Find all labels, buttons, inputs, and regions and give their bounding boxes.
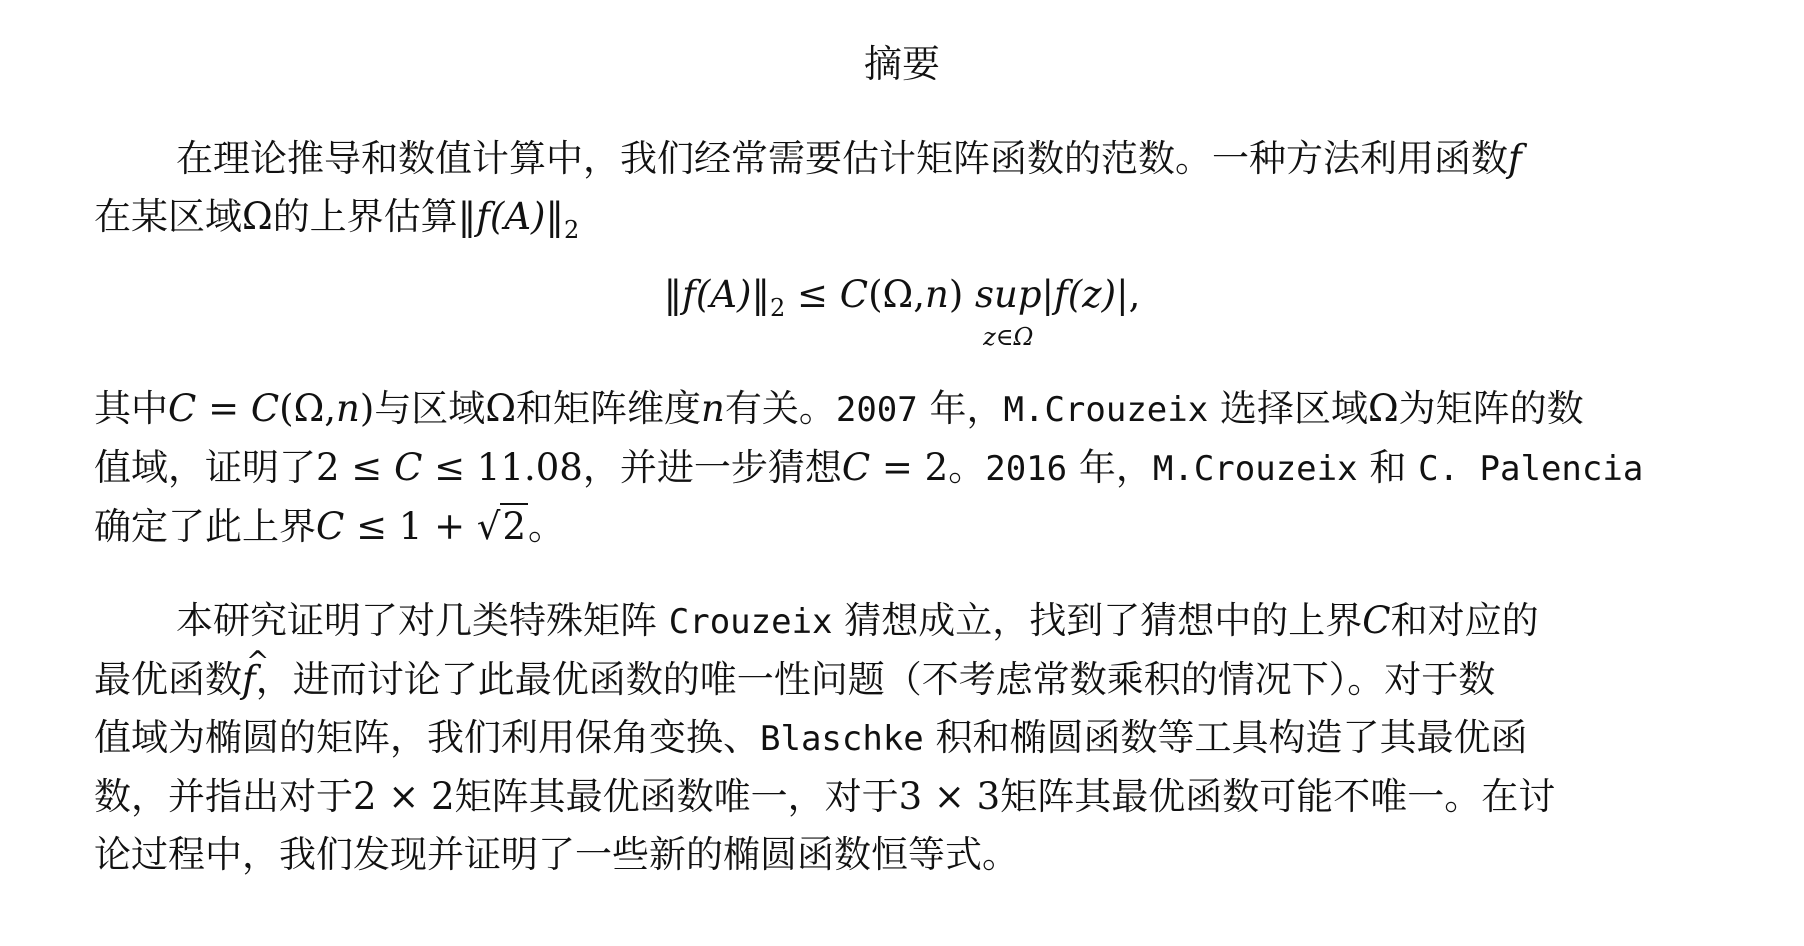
p1-line2-text-b: 的上界估算 <box>272 195 458 238</box>
p3-text: 矩阵其最优函数可能不唯一。在讨 <box>1000 775 1556 818</box>
math-omega: Ω <box>242 195 273 238</box>
p2-text: 和矩阵维度 <box>516 387 701 430</box>
author-name: C. Palencia <box>1418 449 1644 489</box>
year: 2007 <box>835 390 918 430</box>
p2-text: 。 <box>948 446 986 489</box>
p3-text: 论过程中，我们发现并证明了一些新的椭圆函数恒等式。 <box>94 833 1019 876</box>
p3-text: 积和椭圆函数等工具构造了其最优函 <box>923 716 1528 759</box>
p2-text: 年， <box>917 387 1004 430</box>
math-omega: Ω <box>1367 387 1399 430</box>
math-inequality: 2 ≤ <box>316 446 395 489</box>
math-inequality: ≤ 11.08 <box>422 446 583 489</box>
norm-close: ‖ <box>545 195 564 238</box>
p2-text: 有关。 <box>724 387 836 430</box>
matrix-dimension: 3 × 3 <box>898 775 1001 818</box>
author-name: Blaschke <box>760 719 924 759</box>
p3-text: 猜想成立，找到了猜想中的上界 <box>832 599 1363 642</box>
math-c-args: (Ω, <box>279 387 337 430</box>
p1-line1-text: 在理论推导和数值计算中，我们经常需要估计矩阵函数的范数。一种方法利用函数 <box>176 137 1508 180</box>
math-c: C <box>316 505 345 548</box>
p3-text: 最优函数 <box>94 658 242 701</box>
display-equation <box>0 270 1804 351</box>
sup-subscript: z∈Ω <box>983 323 1034 351</box>
year: 2016 <box>985 449 1068 489</box>
math-c-args: (Ω, <box>868 273 925 316</box>
p3-text: 值域为椭圆的矩阵，我们利用保角变换、 <box>94 716 760 759</box>
norm-open: ‖ <box>457 195 477 238</box>
math-n: n <box>701 387 725 430</box>
norm-open: ‖ <box>663 273 683 316</box>
comma: , <box>1128 273 1141 316</box>
math-c: C <box>168 387 197 430</box>
math-c: C <box>841 446 871 489</box>
abstract-paragraph-2 <box>94 380 1734 556</box>
p3-text: ，进而讨论了此最优函数的唯一性问题（不考虑常数乘积的情况下）。对于数 <box>255 658 1496 701</box>
p2-text: 为矩阵的数 <box>1398 387 1584 430</box>
p2-text: 确定了此上界 <box>94 505 316 548</box>
p3-text: 和对应的 <box>1390 599 1539 642</box>
p2-text: 值域，证明了 <box>94 446 316 489</box>
p2-text: 和 <box>1357 446 1419 489</box>
norm-close: ‖ <box>751 273 770 316</box>
math-c: C <box>839 273 869 316</box>
norm-subscript: 2 <box>563 216 580 244</box>
abstract-title: 摘要 <box>863 42 940 86</box>
math-f: f <box>1508 137 1522 180</box>
author-name: M.Crouzeix <box>1003 390 1209 430</box>
p1-line2-text-a: 在某区域 <box>94 195 242 238</box>
p2-text: 选择区域 <box>1208 387 1368 430</box>
p2-text: 其中 <box>94 387 168 430</box>
sup-text: sup <box>975 273 1042 316</box>
abs-open: | <box>1041 273 1055 316</box>
math-n: n <box>924 273 949 316</box>
math-f-hat: ^ f <box>242 651 256 709</box>
math-c: C <box>250 387 280 430</box>
math-arg-a: (A) <box>695 273 752 316</box>
p3-text: 数，并指出对于 <box>94 775 353 818</box>
math-omega: Ω <box>485 387 516 430</box>
matrix-dimension: 2 × 2 <box>353 775 455 818</box>
math-c: C <box>1362 599 1391 642</box>
abs-close: | <box>1116 273 1129 316</box>
math-f: f <box>1054 273 1068 316</box>
math-equality: = 2 <box>870 446 949 489</box>
p3-text: 本研究证明了对几类特殊矩阵 <box>176 599 669 642</box>
math-f: f <box>476 195 490 238</box>
leq-symbol: ≤ <box>797 273 829 316</box>
author-name: Crouzeix <box>668 602 833 642</box>
p3-text: 矩阵其最优函数唯一，对于 <box>454 775 899 818</box>
math-n: n <box>336 387 360 430</box>
close-paren: ) <box>948 273 964 316</box>
abstract-paragraph-3 <box>94 592 1734 884</box>
equals: = <box>196 387 251 430</box>
close-paren: ) <box>359 387 375 430</box>
math-arg-a: (A) <box>489 195 546 238</box>
math-arg-z: (z) <box>1067 273 1117 316</box>
p2-text: 。 <box>528 505 566 548</box>
norm-subscript: 2 <box>769 294 786 322</box>
author-name: M.Crouzeix <box>1152 449 1358 489</box>
math-c: C <box>394 446 423 489</box>
p2-text: 与区域 <box>374 387 486 430</box>
math-f: f <box>682 273 696 316</box>
sqrt-argument: 2 <box>502 505 527 548</box>
abstract-paragraph-1 <box>94 130 1734 259</box>
math-inequality: ≤ 1 + √ <box>344 505 501 548</box>
p2-text: 年， <box>1067 446 1153 489</box>
sup-operator <box>975 270 1042 351</box>
p2-text: ，并进一步猜想 <box>582 446 842 489</box>
